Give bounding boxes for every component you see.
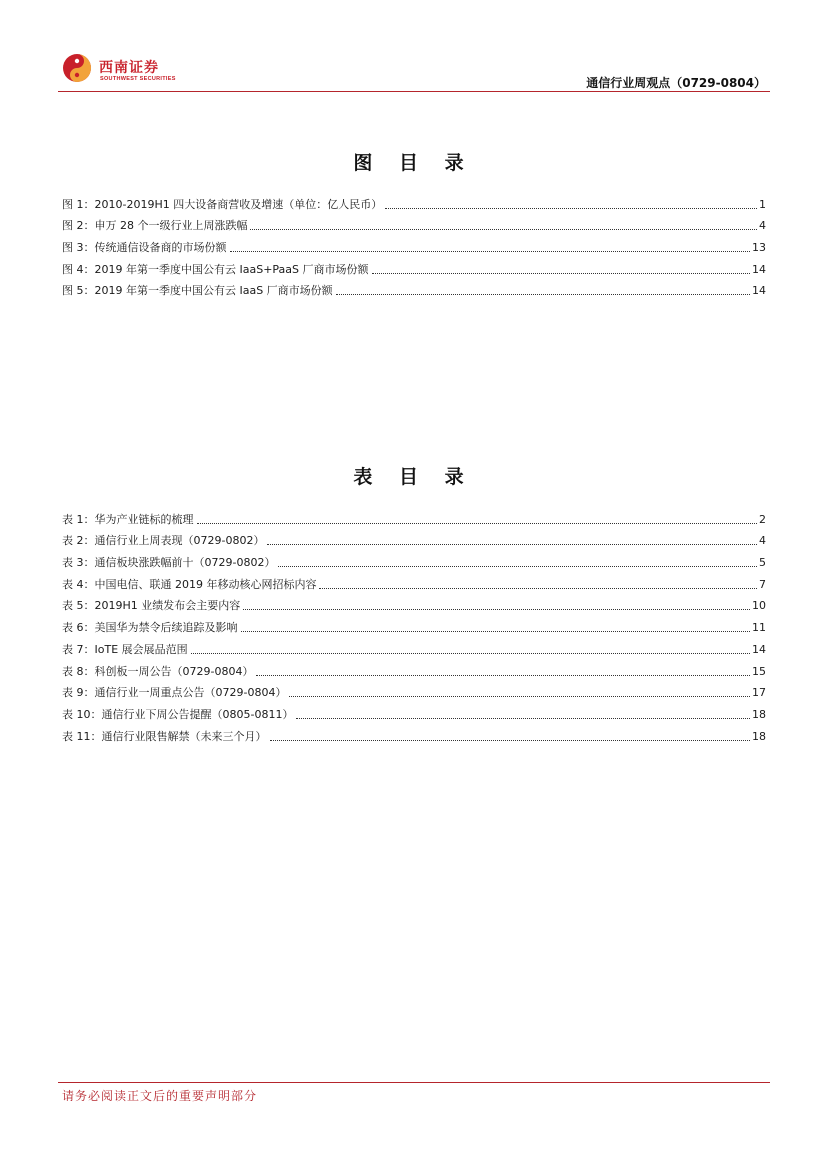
table-toc-entry-page: 18 [752, 707, 766, 721]
table-toc-entry[interactable] [62, 548, 766, 570]
figures-toc-title: 图 目 录 [353, 152, 474, 174]
header-divider [58, 91, 770, 92]
dot-leader [230, 251, 751, 252]
figure-toc-entry-label: 图 5：2019 年第一季度中国公有云 IaaS 厂商市场份额 [62, 284, 333, 298]
dot-leader [243, 609, 750, 610]
dot-leader [372, 273, 750, 274]
disclaimer-note: 请务必阅读正文后的重要声明部分 [62, 1089, 258, 1103]
dot-leader [241, 631, 751, 632]
dot-leader [267, 544, 757, 545]
figure-toc-entry[interactable] [62, 255, 766, 277]
figure-toc-entry-label: 图 1：2010-2019H1 四大设备商营收及增速（单位：亿人民币） [62, 197, 383, 211]
table-toc-entry-label: 表 3：通信板块涨跌幅前十（0729-0802） [62, 556, 276, 570]
table-toc-entry-page: 7 [759, 577, 766, 591]
table-toc-entry[interactable] [62, 679, 766, 701]
logo-chinese-name: 西南证券 [99, 60, 159, 76]
table-toc-entry-label: 表 8：科创板一周公告（0729-0804） [62, 664, 254, 678]
logo-english-name: SOUTHWEST SECURITIES [100, 76, 176, 82]
table-toc-entry-page: 11 [752, 621, 766, 635]
table-toc-entry-label: 表 11：通信行业限售解禁（未来三个月） [62, 729, 267, 743]
figure-toc-entry-label: 图 3：传统通信设备商的市场份额 [62, 241, 227, 255]
figure-toc-entry-page: 13 [752, 241, 766, 255]
table-toc-entry-page: 4 [759, 534, 766, 548]
table-toc-entry[interactable] [62, 635, 766, 657]
table-toc-entry-label: 表 1：华为产业链标的梳理 [62, 512, 194, 526]
dot-leader [319, 588, 757, 589]
table-toc-entry-label: 表 10：通信行业下周公告提醒（0805-0811） [62, 707, 294, 721]
table-toc-entry-page: 18 [752, 729, 766, 743]
report-title: 通信行业周观点（0729-0804） [586, 76, 766, 90]
tables-toc-title: 表 目 录 [353, 466, 474, 488]
dot-leader [191, 653, 750, 654]
figure-toc-entry-page: 4 [759, 219, 766, 233]
table-toc-entry[interactable] [62, 613, 766, 635]
logo-emblem-icon [62, 53, 92, 83]
dot-leader [289, 696, 750, 697]
dot-leader [385, 208, 757, 209]
table-toc-entry[interactable] [62, 722, 766, 744]
figure-toc-entry-page: 14 [752, 262, 766, 276]
dot-leader [250, 229, 757, 230]
table-toc-entry-page: 10 [752, 599, 766, 613]
figures-toc-list [62, 190, 766, 298]
figure-toc-entry[interactable] [62, 212, 766, 234]
table-toc-entry-page: 17 [752, 686, 766, 700]
page-header [58, 46, 770, 92]
dot-leader [256, 675, 750, 676]
figure-toc-entry[interactable] [62, 233, 766, 255]
table-toc-entry-page: 5 [759, 556, 766, 570]
figure-toc-entry-label: 图 4：2019 年第一季度中国公有云 IaaS+PaaS 厂商市场份额 [62, 262, 369, 276]
figure-toc-entry[interactable] [62, 190, 766, 212]
figure-toc-entry[interactable] [62, 277, 766, 299]
table-toc-entry[interactable] [62, 527, 766, 549]
table-toc-entry[interactable] [62, 657, 766, 679]
table-toc-entry-label: 表 2：通信行业上周表现（0729-0802） [62, 534, 265, 548]
table-toc-entry-page: 14 [752, 642, 766, 656]
table-toc-entry-label: 表 4：中国电信、联通 2019 年移动核心网招标内容 [62, 577, 317, 591]
table-toc-entry[interactable] [62, 700, 766, 722]
tables-toc-list [62, 505, 766, 744]
footer-divider [58, 1082, 770, 1083]
table-toc-entry[interactable] [62, 592, 766, 614]
table-toc-entry-label: 表 6：美国华为禁令后续追踪及影响 [62, 621, 238, 635]
table-toc-entry-label: 表 7：IoTE 展会展品范围 [62, 642, 188, 656]
dot-leader [336, 294, 750, 295]
figure-toc-entry-page: 1 [759, 197, 766, 211]
dot-leader [270, 740, 751, 741]
table-toc-entry-page: 2 [759, 512, 766, 526]
figure-toc-entry-label: 图 2：申万 28 个一级行业上周涨跌幅 [62, 219, 248, 233]
table-toc-entry-page: 15 [752, 664, 766, 678]
company-logo [62, 50, 182, 90]
table-toc-entry-label: 表 9：通信行业一周重点公告（0729-0804） [62, 686, 287, 700]
figure-toc-entry-page: 14 [752, 284, 766, 298]
table-toc-entry[interactable] [62, 570, 766, 592]
dot-leader [197, 523, 758, 524]
dot-leader [278, 566, 757, 567]
dot-leader [296, 718, 750, 719]
table-toc-entry-label: 表 5：2019H1 业绩发布会主要内容 [62, 599, 241, 613]
table-toc-entry[interactable] [62, 505, 766, 527]
